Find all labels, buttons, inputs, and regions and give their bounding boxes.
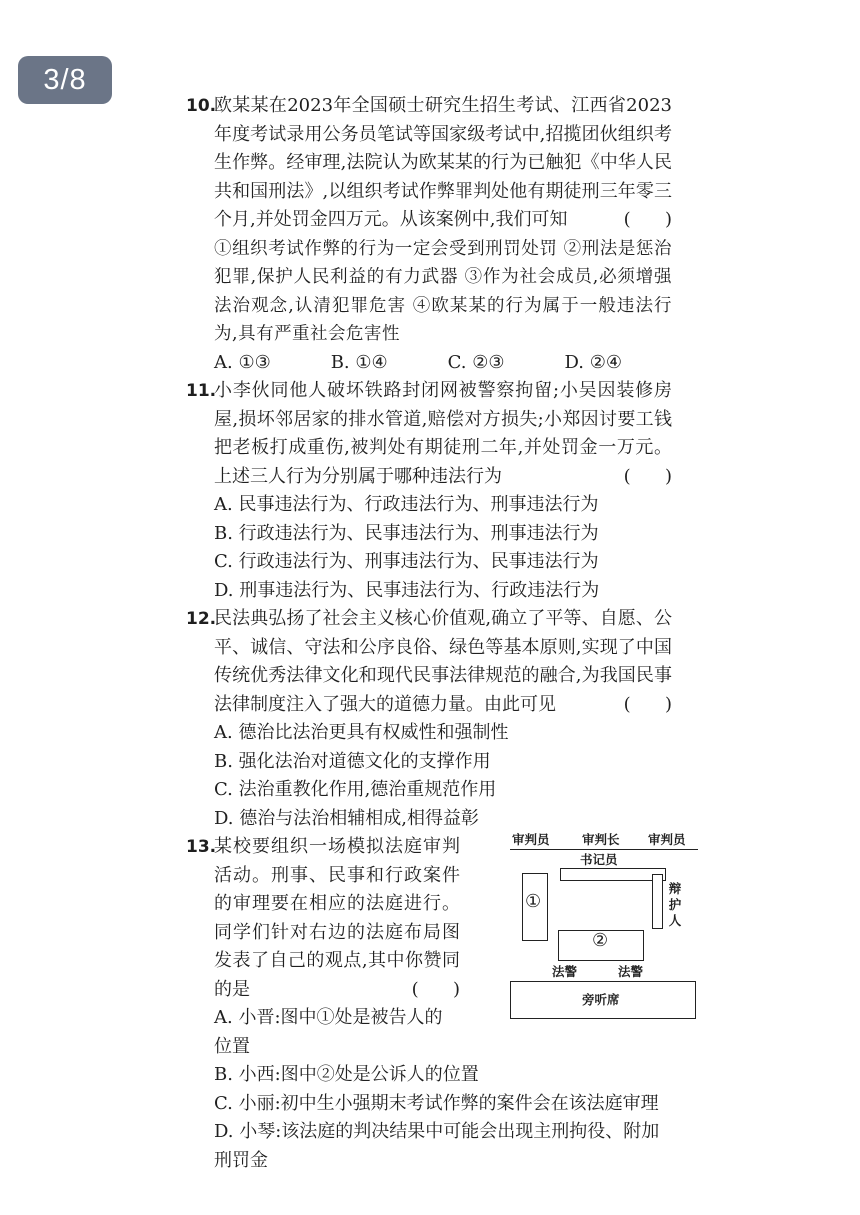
judge-right-label: 审判员 xyxy=(648,832,686,847)
question-number: 13. xyxy=(186,837,217,857)
question-13-layout xyxy=(214,832,686,1061)
option-c[interactable]: C. 法治重教化作用,德治重规范作用 xyxy=(214,779,497,800)
question-number: 10. xyxy=(186,96,217,116)
question-13-text-column xyxy=(214,833,460,1061)
judge-left-label: 审判员 xyxy=(512,832,550,847)
option-d[interactable]: D. 小琴:该法庭的判决结果中可能会出现主刑拘役、附加刑罚金 xyxy=(214,1121,660,1171)
bailiff-left-label: 法警 xyxy=(552,964,578,979)
answer-bracket: ( ) xyxy=(411,978,460,1000)
clerk-label: 书记员 xyxy=(580,852,618,867)
question-stem xyxy=(214,92,672,235)
question-stem-text: 某校要组织一场模拟法庭审判活动。刑事、民事和行政案件的审理要在相应的法庭进行。同学们针对右边的法庭布局图发表了自己的观点,其中你赞同的是 xyxy=(214,836,460,1000)
option-d[interactable]: D. 刑事违法行为、民事违法行为、行政违法行为 xyxy=(214,579,600,601)
option-a[interactable]: A. 民事违法行为、行政违法行为、刑事违法行为 xyxy=(214,494,599,515)
question-statements: ①组织考试作弊的行为一定会受到刑罚处罚 ②刑法是惩治犯罪,保护人民利益的有力武器 ③作为社会成员,必须增强法治观念,认清犯罪危害 ④欧某某的行为属于一般违法行为,具有严重社会危害性 xyxy=(214,238,672,344)
question-content xyxy=(186,92,686,1175)
option-b[interactable]: B. 小西:图中②处是公诉人的位置 xyxy=(214,1064,479,1085)
answer-bracket: ( ) xyxy=(623,209,672,230)
option-d[interactable]: D. 德治与法治相辅相成,相得益彰 xyxy=(214,807,479,829)
clerk-desk xyxy=(560,868,666,881)
option-a[interactable]: A. 德治比法治更具有权威性和强制性 xyxy=(214,722,509,743)
answer-options-row xyxy=(214,349,672,378)
option-a[interactable]: A. 小晋:图中①处是被告人的位置 xyxy=(214,1007,443,1057)
answer-bracket: ( ) xyxy=(623,465,672,487)
option-c[interactable]: C. 行政违法行为、刑事违法行为、民事违法行为 xyxy=(214,551,599,572)
bailiff-right-label: 法警 xyxy=(618,964,644,979)
option-b[interactable]: B. 行政违法行为、民事违法行为、刑事违法行为 xyxy=(214,522,599,544)
option-c[interactable]: C. 小丽:初中生小强期末考试作弊的案件会在该法庭审理 xyxy=(214,1092,659,1114)
courtroom-layout-diagram xyxy=(510,832,686,1033)
question-stem xyxy=(214,833,460,1004)
question-stem-text: 欧某某在2023年全国硕士研究生招生考试、江西省2023年度考试录用公务员笔试等国家级考试中,招揽团伙组织考生作弊。经审理,法院认为欧某某的行为已触犯《中华人民共和国刑法》,以组织考试作弊罪判处他有期徒刑三年零三个月,并处罚金四万元。从该案例中,我们可知 xyxy=(214,95,672,230)
answer-bracket: ( ) xyxy=(623,693,672,715)
question-number: 11. xyxy=(186,381,217,401)
question-stem xyxy=(214,605,672,719)
option-c[interactable]: C. ②③ xyxy=(447,351,505,373)
question-stem-text: 小李伙同他人破坏铁路封闭网被警察拘留;小吴因装修房屋,损坏邻居家的排水管道,赔偿对方损失;小郑因讨要工钱把老板打成重伤,被判处有期徒刑二年,并处罚金一万元。上述三人行为分别属于哪种违法行为 xyxy=(214,380,672,487)
position-1-marker: ① xyxy=(525,891,542,912)
gallery-label: 旁听席 xyxy=(582,992,620,1007)
option-a[interactable]: A. ①③ xyxy=(214,351,271,373)
question-stem-text: 民法典弘扬了社会主义核心价值观,确立了平等、自愿、公平、诚信、守法和公序良俗、绿色等基本原则,实现了中国传统优秀法律文化和现代民事法律规范的融合,为我国民事法律制度注入了强大的道德力量。由此可见 xyxy=(214,608,672,715)
page-indicator-badge: 3/8 xyxy=(18,56,112,104)
question-10 xyxy=(186,92,672,377)
question-11 xyxy=(186,377,672,605)
option-d[interactable]: D. ②④ xyxy=(564,351,622,373)
question-stem xyxy=(214,377,672,491)
question-12 xyxy=(186,605,672,833)
question-13 xyxy=(186,832,686,1175)
defender-desk xyxy=(652,874,663,929)
option-b[interactable]: B. ①④ xyxy=(330,351,388,373)
defender-label: 辩护人 xyxy=(668,881,682,928)
judge-bench-line xyxy=(510,849,698,850)
option-b[interactable]: B. 强化法治对道德文化的支撑作用 xyxy=(214,750,491,772)
question-number: 12. xyxy=(186,609,217,629)
position-2-marker: ② xyxy=(592,930,609,951)
chief-judge-label: 审判长 xyxy=(582,832,620,847)
